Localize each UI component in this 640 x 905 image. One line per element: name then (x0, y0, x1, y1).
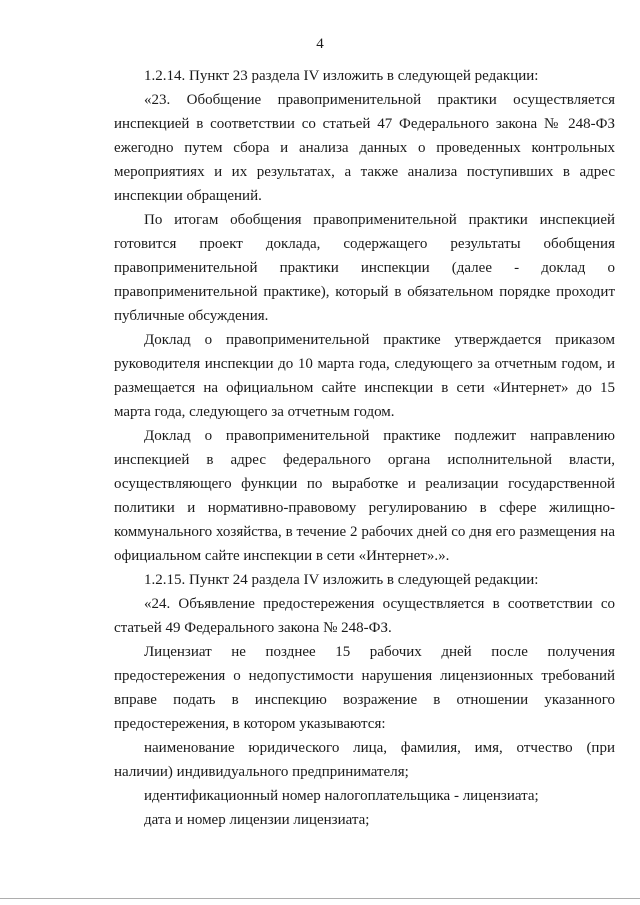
page-number: 4 (316, 36, 324, 52)
document-body (114, 64, 615, 832)
paragraph-report-approval: Доклад о правоприменительной практике утверждается приказом руководителя инспекции до 10 марта года, следующего за отчетным годом, и размещается на официальном сайте инспекции в сети «Интернет» до 15 марта года, следующего за отчетным годом. (114, 332, 615, 420)
paragraph-licensee-objection: Лицензиат не позднее 15 рабочих дней после получения предостережения о недопустимости нарушения лицензионных требований вправе подать в инспекцию возражение в отношении указанного предостережения, в котором указываются: (114, 644, 615, 732)
paragraph-item-23: «23. Обобщение правоприменительной практики осуществляется инспекцией в соответствии со статьей 47 Федерального закона № 248-ФЗ ежегодно путем сбора и анализа данных о проведенных контрольных мероприятиях и их результатах, а также анализа поступивших в адрес инспекции обращений. (114, 92, 615, 204)
paragraph-report-submission: Доклад о правоприменительной практике подлежит направлению инспекцией в адрес федерального органа исполнительной власти, осуществляющего функции по выработке и реализации государственной политики и нормативно-правовому регулированию в сфере жилищно-коммунального хозяйства, в течение 2 рабочих дней со дня его размещения на официальном сайте инспекции в сети «Интернет».». (114, 428, 615, 564)
paragraph-license-number: дата и номер лицензии лицензиата; (144, 812, 370, 828)
paragraph-1-2-14: 1.2.14. Пункт 23 раздела IV изложить в следующей редакции: (144, 68, 539, 84)
paragraph-1-2-15: 1.2.15. Пункт 24 раздела IV изложить в следующей редакции: (144, 572, 539, 588)
paragraph-item-24: «24. Объявление предостережения осуществляется в соответствии со статьей 49 Федерального закона № 248-ФЗ. (114, 596, 615, 636)
bottom-divider (0, 898, 640, 899)
paragraph-entity-name: наименование юридического лица, фамилия, имя, отчество (при наличии) индивидуального предпринимателя; (114, 740, 615, 780)
paragraph-report-draft: По итогам обобщения правоприменительной практики инспекцией готовится проект доклада, содержащего результаты обобщения правоприменительной практики инспекции (далее - доклад о правоприменительной практике), который в обязательном порядке проходит публичные обсуждения. (114, 212, 615, 324)
paragraph-taxpayer-id: идентификационный номер налогоплательщика - лицензиата; (144, 788, 539, 804)
